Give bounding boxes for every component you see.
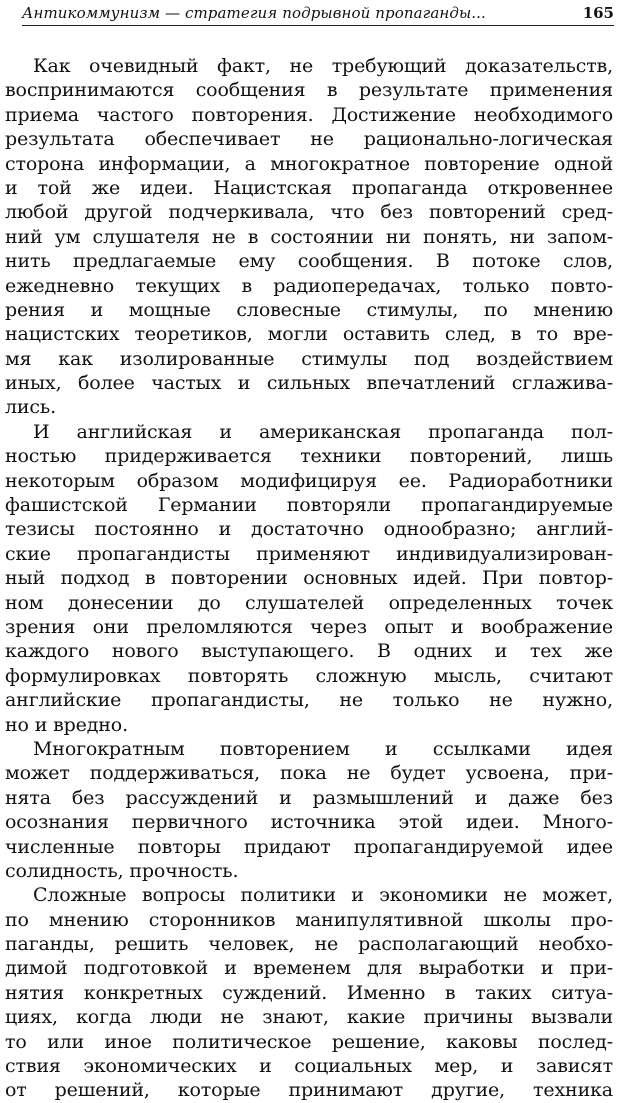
text-line: формулировках повторять сложную мысль, считают xyxy=(5,664,613,687)
text-line: зрения они преломляются через опыт и воображение xyxy=(5,615,613,638)
text-line: сторона информации, а многократное повторение одной xyxy=(5,152,613,175)
text-line: нятия конкретных суждений. Именно в таких ситуа- xyxy=(5,981,613,1004)
text-line: ный подход в повторении основных идей. При повтор- xyxy=(5,567,613,590)
running-header xyxy=(22,0,614,26)
text-line: любой другой подчеркивала, что без повторений сред- xyxy=(5,201,613,224)
text-line: ствия экономических и социальных мер, и зависят xyxy=(5,1055,613,1078)
text-line: нацистских теоретиков, могли оставить след, в то вре- xyxy=(5,323,613,346)
paragraph xyxy=(5,737,613,883)
text-line: тезисы постоянно и достаточно однообразно; англий- xyxy=(5,518,613,541)
text-line: нить предлагаемые ему сообщения. В потоке слов, xyxy=(5,250,613,273)
paragraph xyxy=(5,54,613,420)
text-line: результата обеспечивает не рационально-логическая xyxy=(5,128,613,151)
text-line: ном донесении до слушателей определенных точек xyxy=(5,591,613,614)
page-number: 165 xyxy=(582,4,614,22)
running-title: Антикоммунизм — стратегия подрывной пропаганды... xyxy=(22,4,486,22)
body-text xyxy=(5,54,613,1103)
text-line: Как очевидный факт, не требующий доказательств, xyxy=(33,55,613,77)
text-line: от решений, которые принимают другие, техника xyxy=(5,1079,613,1102)
text-line: ний ум слушателя не в состоянии ни понять, ни запом- xyxy=(5,225,613,248)
text-line: но и вредно. xyxy=(5,713,128,736)
text-line: ежедневно текущих в радиопередачах, только повто- xyxy=(5,274,613,297)
text-line: и той же идеи. Нацистская пропаганда откровеннее xyxy=(5,176,613,199)
text-line: И английская и американская пропаганда пол- xyxy=(33,420,613,443)
text-line: осознания первичного источника этой идеи. Много- xyxy=(5,811,613,834)
text-line: иных, более частых и сильных впечатлений сглажива- xyxy=(5,372,613,395)
text-line: некоторым образом модифицируя ее. Радиоработники xyxy=(5,469,613,492)
text-line: приема частого повторения. Достижение необходимого xyxy=(5,103,613,126)
text-line: паганды, решить человек, не располагающий необхо- xyxy=(5,933,613,956)
text-line: мя как изолированные стимулы под воздействием xyxy=(5,347,613,370)
text-line: может поддерживаться, пока не будет усвоена, при- xyxy=(5,762,613,785)
text-line: по мнению сторонников манипулятивной школы про- xyxy=(5,908,613,931)
paragraph xyxy=(5,420,613,737)
text-line: нята без рассуждений и размышлений и даже без xyxy=(5,786,613,809)
text-line: солидность, прочность. xyxy=(5,859,239,882)
text-line: ские пропагандисты применяют индивидуализирован- xyxy=(5,542,613,565)
text-line: каждого нового выступающего. В одних и тех же xyxy=(5,640,613,663)
text-line: то или иное политическое решение, каковы послед- xyxy=(5,1030,613,1053)
text-line: Сложные вопросы политики и экономики не может, xyxy=(33,884,613,907)
text-line: рения и мощные словесные стимулы, по мнению xyxy=(5,298,613,321)
text-line: циях, когда люди не знают, какие причины вызвали xyxy=(5,1006,613,1029)
text-line: димой подготовкой и временем для выработки и при- xyxy=(5,957,613,980)
text-line: воспринимаются сообщения в результате применения xyxy=(5,79,613,102)
text-line: английские пропагандисты, не только не нужно, xyxy=(5,689,613,712)
text-line: ностью придерживается техники повторений, лишь xyxy=(5,445,613,468)
text-line: фашистской Германии повторяли пропагандируемые xyxy=(5,494,613,517)
text-line: Многократным повторением и ссылками идея xyxy=(33,737,613,760)
text-line: лись. xyxy=(5,396,57,419)
text-line: численные повторы придают пропагандируемой идее xyxy=(5,835,613,858)
